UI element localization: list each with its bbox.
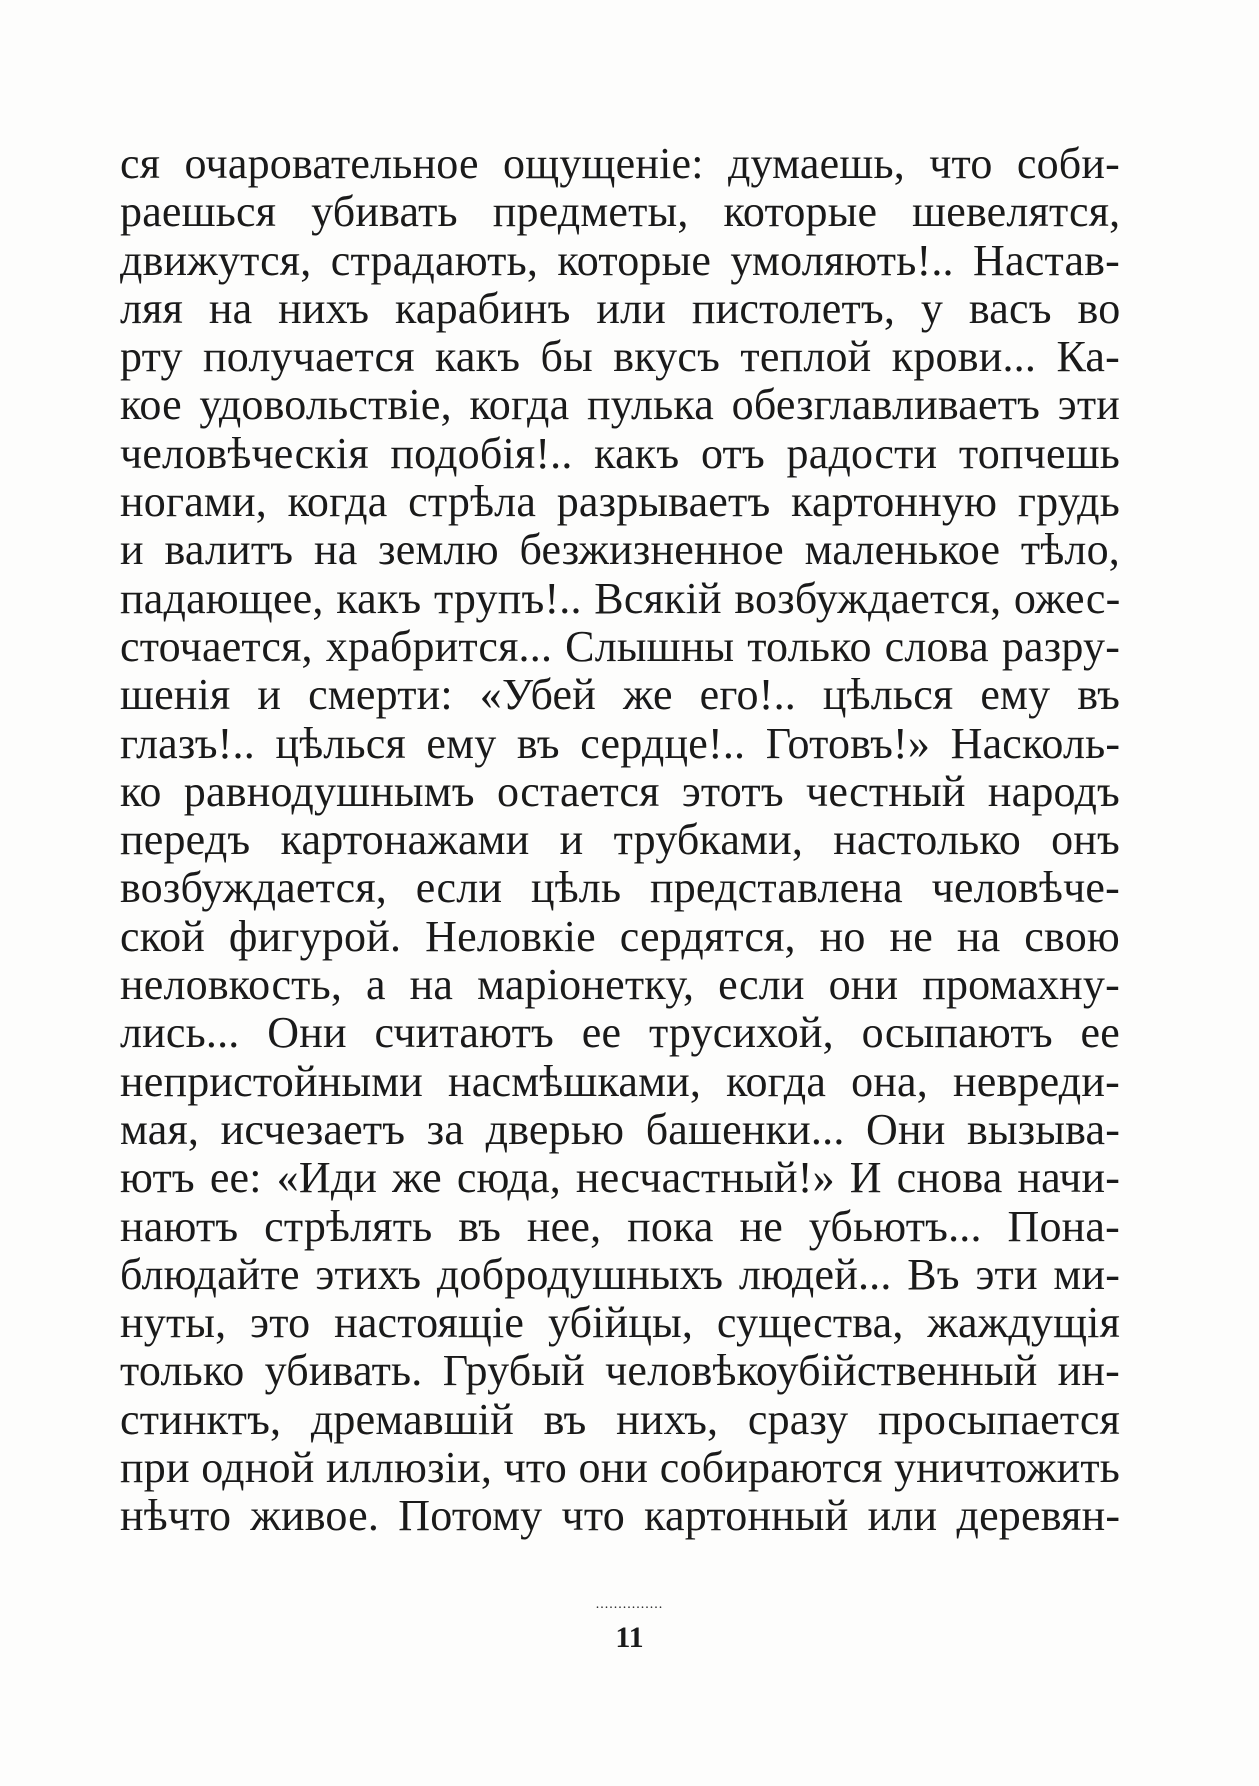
text-line: глазъ!.. цѣлься ему въ сердце!.. Готовъ!» Насколь- [120,718,1121,768]
body-text [120,140,1120,1541]
text-line: ногами, когда стрѣла разрываетъ картонную грудь [120,477,1120,527]
text-line: и валитъ на землю безжизненное маленькое тѣло, [120,525,1120,575]
text-line: кое удовольствіе, когда пулька обезглавливаетъ эти [120,380,1120,430]
text-line: ляя на нихъ карабинъ или пистолетъ, у васъ во [120,283,1121,333]
text-line: только убивать. Грубый человѣкоубійственный ин- [120,1346,1120,1396]
text-line: сточается, храбрится... Слышны только слова разру- [120,621,1121,671]
dotted-rule: ............... [595,1597,664,1612]
text-line: рту получается какъ бы вкусъ теплой крови... Ка- [120,332,1120,382]
text-line: мая, исчезаетъ за дверью башенки... Они вызыва- [120,1104,1121,1154]
text-line: раешься убивать предметы, которые шевелятся, [120,187,1121,237]
text-line: при одной иллюзіи, что они собираются уничтожить [120,1443,1121,1493]
text-line: ютъ ее: «Иди же сюда, несчастный!» И снова начи- [120,1153,1121,1203]
text-line: блюдайте этихъ добродушныхъ людей... Въ эти ми- [120,1249,1121,1299]
page-footer [0,1598,1259,1658]
text-line: возбуждается, если цѣль представлена человѣче- [120,863,1120,913]
text-line: передъ картонажами и трубками, настолько онъ [120,815,1120,865]
text-line: ся очаровательное ощущеніе: думаешь, что соби- [120,139,1120,188]
text-line: ко равнодушнымъ остается этотъ честный народъ [120,766,1120,816]
text-line: движутся, страдають, которые умоляють!.. Настав- [120,235,1120,285]
text-line: стинктъ, дремавшій въ нихъ, сразу просыпается [120,1394,1121,1444]
page-number: 11 [615,1621,644,1654]
text-line: ской фигурой. Неловкіе сердятся, но не на свою [120,911,1120,961]
text-line: шенія и смерти: «Убей же его!.. цѣлься ему въ [120,670,1121,720]
text-line: наютъ стрѣлять въ нее, пока не убьютъ... Пона- [120,1201,1120,1251]
text-line: падающее, какъ трупъ!.. Всякій возбуждается, ожес- [120,573,1121,623]
text-line: человѣческія подобія!.. какъ отъ радости топчешь [120,428,1121,478]
text-line: нѣчто живое. Потому что картонный или деревян- [120,1491,1121,1541]
text-line: лись... Они считаютъ ее трусихой, осыпаютъ ее [120,1008,1120,1058]
text-line: нуты, это настоящіе убійцы, существа, жаждущія [120,1298,1121,1348]
text-line: непристойными насмѣшками, когда она, невреди- [120,1056,1120,1106]
text-line: неловкость, а на маріонетку, если они промахну- [120,960,1120,1010]
